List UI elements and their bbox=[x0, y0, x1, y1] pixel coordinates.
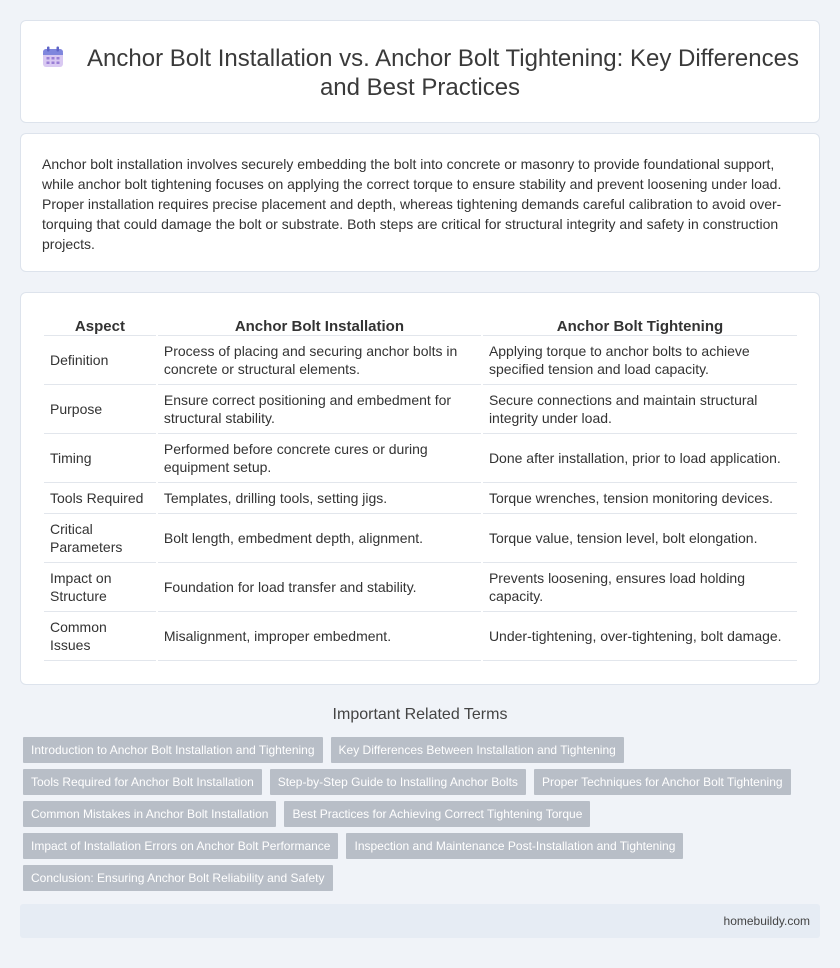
table-cell-installation: Bolt length, embedment depth, alignment. bbox=[158, 514, 481, 563]
tag-row bbox=[23, 737, 813, 763]
related-term-tag[interactable]: Introduction to Anchor Bolt Installation and Tightening bbox=[23, 737, 323, 763]
table-cell-installation: Ensure correct positioning and embedment for structural stability. bbox=[158, 385, 481, 434]
table-header-installation: Anchor Bolt Installation bbox=[158, 314, 481, 336]
table-cell-aspect: Timing bbox=[44, 434, 156, 483]
table-cell-aspect: Definition bbox=[44, 336, 156, 385]
calendar-icon bbox=[41, 45, 65, 69]
table-cell-tightening: Torque value, tension level, bolt elongation. bbox=[483, 514, 797, 563]
related-term-tag[interactable]: Step-by-Step Guide to Installing Anchor Bolts bbox=[270, 769, 526, 795]
table-cell-tightening: Applying torque to anchor bolts to achieve specified tension and load capacity. bbox=[483, 336, 797, 385]
tag-row bbox=[23, 833, 813, 859]
table-row bbox=[44, 483, 797, 514]
table-cell-installation: Process of placing and securing anchor bolts in concrete or structural elements. bbox=[158, 336, 481, 385]
comparison-table bbox=[42, 314, 799, 661]
footer-site-name[interactable]: homebuildy.com bbox=[723, 914, 810, 928]
page-title-text: Anchor Bolt Installation vs. Anchor Bolt Tightening: Key Differences and Best Practices bbox=[87, 45, 799, 101]
table-cell-tightening: Torque wrenches, tension monitoring devices. bbox=[483, 483, 797, 514]
related-terms-heading: Important Related Terms bbox=[332, 706, 508, 723]
related-term-tag[interactable]: Common Mistakes in Anchor Bolt Installation bbox=[23, 801, 276, 827]
related-term-tag[interactable]: Inspection and Maintenance Post-Installation and Tightening bbox=[346, 833, 683, 859]
table-row bbox=[44, 612, 797, 661]
related-term-tag[interactable]: Best Practices for Achieving Correct Tightening Torque bbox=[284, 801, 590, 827]
related-terms-list bbox=[23, 737, 813, 897]
footer bbox=[20, 904, 820, 938]
related-term-tag[interactable]: Tools Required for Anchor Bolt Installation bbox=[23, 769, 262, 795]
table-row bbox=[44, 563, 797, 612]
table-cell-aspect: Common Issues bbox=[44, 612, 156, 661]
related-term-tag[interactable]: Conclusion: Ensuring Anchor Bolt Reliability and Safety bbox=[23, 865, 333, 891]
related-term-tag[interactable]: Key Differences Between Installation and Tightening bbox=[331, 737, 624, 763]
table-cell-tightening: Prevents loosening, ensures load holding capacity. bbox=[483, 563, 797, 612]
table-cell-installation: Templates, drilling tools, setting jigs. bbox=[158, 483, 481, 514]
table-cell-installation: Misalignment, improper embedment. bbox=[158, 612, 481, 661]
intro-card bbox=[20, 133, 820, 272]
table-cell-installation: Performed before concrete cures or during equipment setup. bbox=[158, 434, 481, 483]
table-cell-tightening: Secure connections and maintain structural integrity under load. bbox=[483, 385, 797, 434]
page-title bbox=[21, 44, 819, 102]
table-row bbox=[44, 385, 797, 434]
tag-row bbox=[23, 769, 813, 795]
table-cell-tightening: Under-tightening, over-tightening, bolt damage. bbox=[483, 612, 797, 661]
table-cell-installation: Foundation for load transfer and stability. bbox=[158, 563, 481, 612]
table-row bbox=[44, 434, 797, 483]
comparison-table-card bbox=[20, 292, 820, 685]
table-row bbox=[44, 514, 797, 563]
tag-row bbox=[23, 801, 813, 827]
table-cell-tightening: Done after installation, prior to load application. bbox=[483, 434, 797, 483]
table-header-aspect: Aspect bbox=[44, 314, 156, 336]
title-card bbox=[20, 20, 820, 123]
table-cell-aspect: Tools Required bbox=[44, 483, 156, 514]
table-header-tightening: Anchor Bolt Tightening bbox=[483, 314, 797, 336]
related-term-tag[interactable]: Proper Techniques for Anchor Bolt Tightening bbox=[534, 769, 791, 795]
related-term-tag[interactable]: Impact of Installation Errors on Anchor Bolt Performance bbox=[23, 833, 338, 859]
table-cell-aspect: Critical Parameters bbox=[44, 514, 156, 563]
tag-row bbox=[23, 865, 813, 891]
table-cell-aspect: Impact on Structure bbox=[44, 563, 156, 612]
table-row bbox=[44, 336, 797, 385]
intro-paragraph: Anchor bolt installation involves securely embedding the bolt into concrete or masonry to provide foundational support, while anchor bolt tightening focuses on applying the correct torque to ensure stability and prevent loosening under load. Proper installation requires precise placement and depth, whereas tightening demands careful calibration to avoid over-torquing that could damage the bolt or substrate. Both steps are critical for structural integrity and safety in construction projects. bbox=[42, 156, 782, 252]
table-cell-aspect: Purpose bbox=[44, 385, 156, 434]
